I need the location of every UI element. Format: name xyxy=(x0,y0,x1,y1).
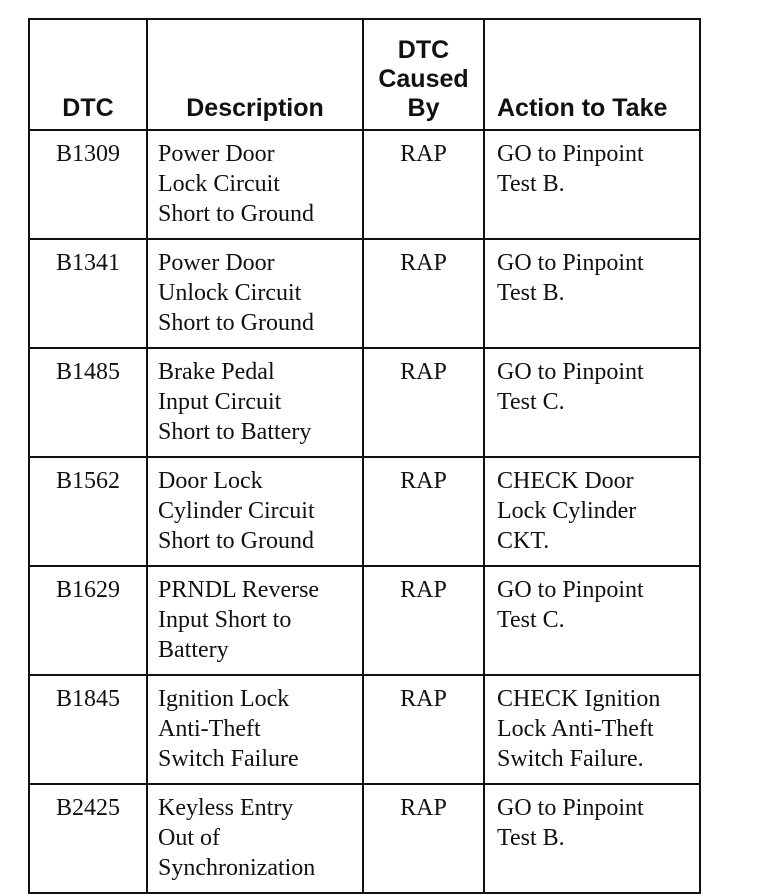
cell-description xyxy=(147,675,363,784)
description-line: Short to Battery xyxy=(158,419,312,445)
action-line: Test B. xyxy=(497,825,565,851)
cell-dtc-code: B2425 xyxy=(29,784,147,893)
description-line: Unlock Circuit xyxy=(158,280,302,306)
header-caused-by-line: DTC xyxy=(397,36,450,64)
cell-description xyxy=(147,457,363,566)
action-line: Lock Anti-Theft xyxy=(497,716,654,742)
description-line: Lock Circuit xyxy=(158,171,280,197)
description-line: Power Door xyxy=(158,250,275,276)
cell-action xyxy=(484,239,700,348)
description-line: Synchronization xyxy=(158,855,316,881)
description-line: Input Short to xyxy=(158,607,292,633)
cell-caused-by: RAP xyxy=(363,566,484,675)
description-line: PRNDL Reverse xyxy=(158,577,320,603)
table-row xyxy=(29,239,700,348)
cell-caused-by: RAP xyxy=(363,784,484,893)
action-line: Test B. xyxy=(497,171,565,197)
header-caused-by-line: By xyxy=(407,94,440,122)
cell-description xyxy=(147,130,363,239)
header-action: Action to Take xyxy=(484,19,700,130)
header-caused-by xyxy=(363,19,484,130)
table-header xyxy=(29,19,700,130)
description-line: Switch Failure xyxy=(158,746,299,772)
description-line: Out of xyxy=(158,825,220,851)
header-row xyxy=(29,19,700,130)
table-row xyxy=(29,130,700,239)
cell-description xyxy=(147,348,363,457)
description-line: Brake Pedal xyxy=(158,359,275,385)
table-row xyxy=(29,348,700,457)
action-line: GO to Pinpoint xyxy=(497,359,644,385)
action-line: GO to Pinpoint xyxy=(497,577,644,603)
cell-action xyxy=(484,348,700,457)
table-row xyxy=(29,784,700,893)
action-line: GO to Pinpoint xyxy=(497,795,644,821)
cell-caused-by: RAP xyxy=(363,130,484,239)
cell-action xyxy=(484,675,700,784)
description-line: Short to Ground xyxy=(158,528,314,554)
cell-action xyxy=(484,457,700,566)
description-line: Battery xyxy=(158,637,229,663)
cell-dtc-code: B1629 xyxy=(29,566,147,675)
cell-dtc-code: B1309 xyxy=(29,130,147,239)
action-line: Test B. xyxy=(497,280,565,306)
cell-caused-by: RAP xyxy=(363,457,484,566)
table-body xyxy=(29,130,700,893)
cell-action xyxy=(484,784,700,893)
table-row xyxy=(29,457,700,566)
description-line: Door Lock xyxy=(158,468,263,494)
description-line: Anti-Theft xyxy=(158,716,261,742)
cell-dtc-code: B1845 xyxy=(29,675,147,784)
cell-dtc-code: B1562 xyxy=(29,457,147,566)
header-description: Description xyxy=(147,19,363,130)
cell-caused-by: RAP xyxy=(363,239,484,348)
description-line: Cylinder Circuit xyxy=(158,498,315,524)
table-row xyxy=(29,566,700,675)
dtc-table xyxy=(28,18,701,894)
cell-description xyxy=(147,784,363,893)
cell-action xyxy=(484,130,700,239)
cell-dtc-code: B1341 xyxy=(29,239,147,348)
action-line: GO to Pinpoint xyxy=(497,141,644,167)
cell-dtc-code: B1485 xyxy=(29,348,147,457)
description-line: Ignition Lock xyxy=(158,686,290,712)
description-line: Power Door xyxy=(158,141,275,167)
cell-description xyxy=(147,239,363,348)
header-dtc: DTC xyxy=(29,19,147,130)
header-caused-by-line: Caused xyxy=(378,65,469,93)
cell-caused-by: RAP xyxy=(363,675,484,784)
action-line: Lock Cylinder xyxy=(497,498,637,524)
description-line: Short to Ground xyxy=(158,201,314,227)
action-line: Test C. xyxy=(497,607,565,633)
description-line: Input Circuit xyxy=(158,389,282,415)
action-line: CKT. xyxy=(497,528,550,554)
description-line: Keyless Entry xyxy=(158,795,294,821)
description-line: Short to Ground xyxy=(158,310,314,336)
action-line: CHECK Ignition xyxy=(497,686,661,712)
action-line: CHECK Door xyxy=(497,468,634,494)
cell-action xyxy=(484,566,700,675)
action-line: GO to Pinpoint xyxy=(497,250,644,276)
cell-description xyxy=(147,566,363,675)
table-row xyxy=(29,675,700,784)
cell-caused-by: RAP xyxy=(363,348,484,457)
action-line: Switch Failure. xyxy=(497,746,644,772)
action-line: Test C. xyxy=(497,389,565,415)
